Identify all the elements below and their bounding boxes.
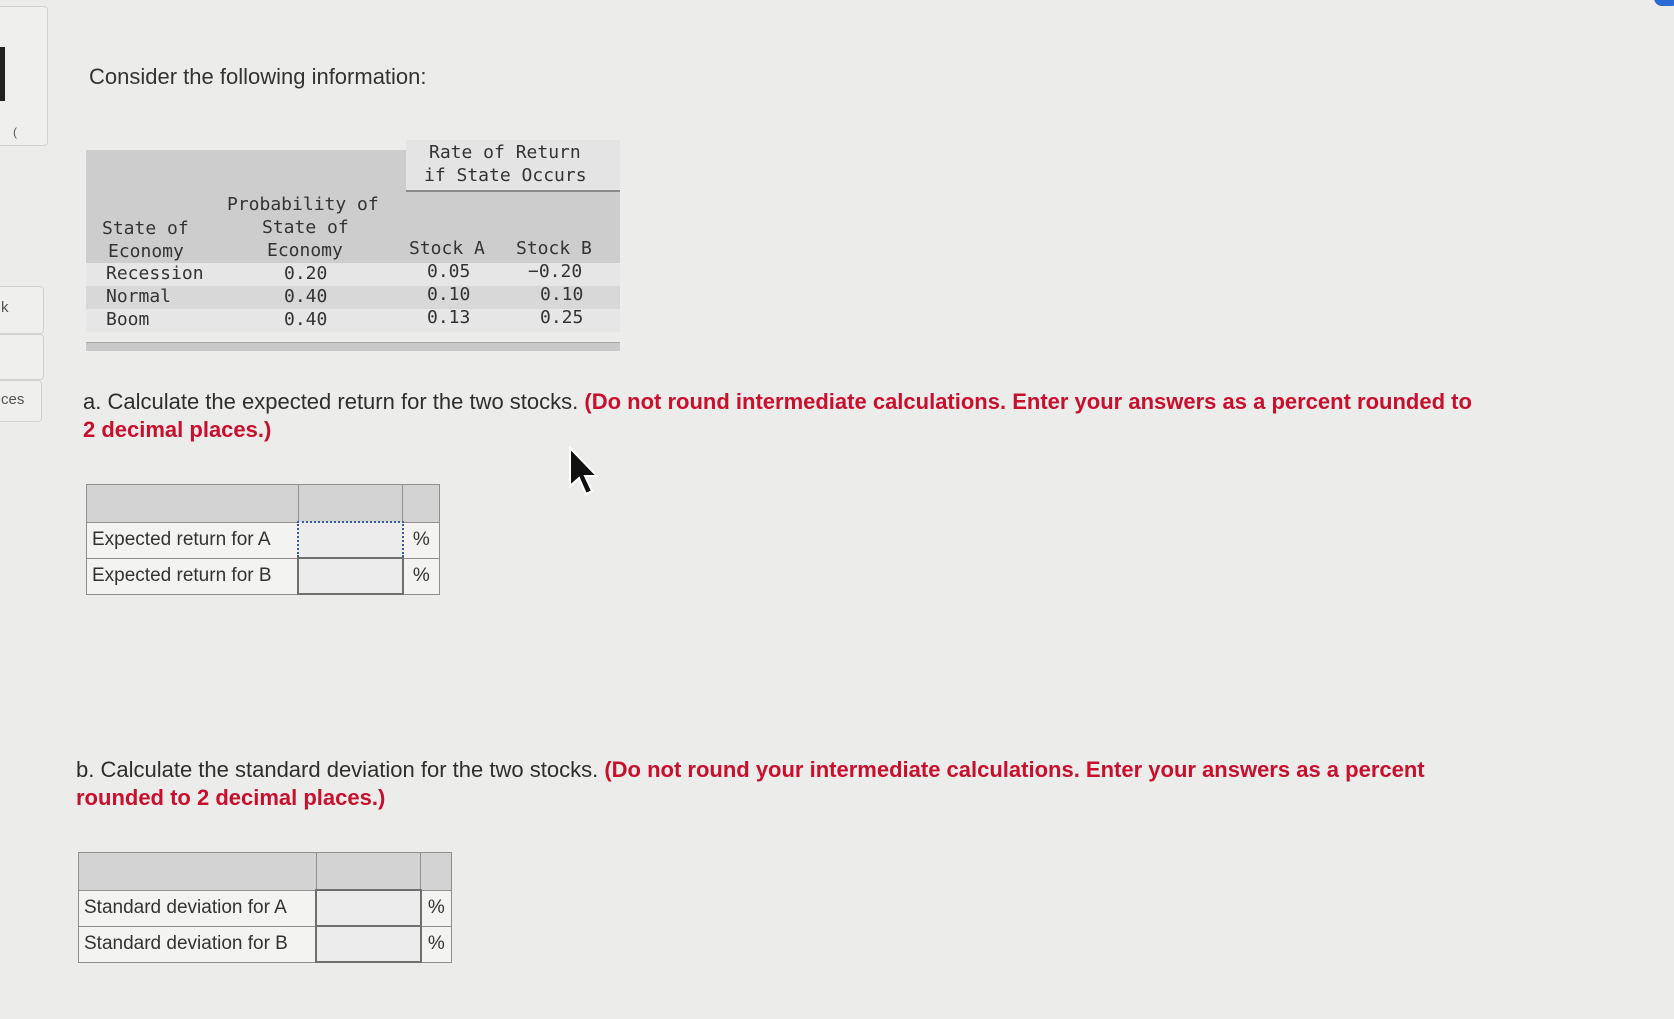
expected-return-b-input[interactable] <box>299 559 401 593</box>
answer-table-header <box>87 485 440 523</box>
answer-table-a <box>86 484 440 595</box>
table-cell: Recession <box>106 263 204 284</box>
std-dev-b-cell[interactable] <box>316 926 420 962</box>
answer-table-header <box>79 853 452 891</box>
column-header-line: Economy <box>108 241 184 262</box>
expected-return-a-input[interactable] <box>299 523 401 557</box>
header-cell <box>316 853 420 891</box>
sidebar-item-label: ces <box>1 391 25 408</box>
progress-marker <box>0 47 5 101</box>
column-header-stock-a: Stock A <box>409 238 485 259</box>
std-dev-b-input[interactable] <box>317 927 419 961</box>
table-cell: −0.20 <box>528 261 583 282</box>
header-cell <box>403 485 440 523</box>
percent-unit: % <box>421 926 452 962</box>
question-part-b <box>76 756 1476 812</box>
group-header-line: Rate of Return <box>429 142 581 163</box>
table-cell: Normal <box>106 286 172 307</box>
sidebar-item-label: k <box>1 299 9 316</box>
sidebar-glyph: ( <box>13 125 17 139</box>
table-row <box>87 522 440 558</box>
column-header-line: State of <box>262 217 349 238</box>
group-header-line: if State Occurs <box>424 165 587 186</box>
corner-accent <box>1654 0 1674 6</box>
percent-unit: % <box>421 890 452 926</box>
table-cell: Boom <box>106 309 150 330</box>
percent-unit: % <box>403 522 440 558</box>
sidebar-item-k[interactable] <box>0 286 44 334</box>
table-row <box>79 926 452 962</box>
header-cell <box>79 853 317 891</box>
table-cell: 0.25 <box>540 307 584 328</box>
table-cell: 0.10 <box>427 284 471 305</box>
table-cell: 0.20 <box>284 263 328 284</box>
answer-table-b <box>78 852 452 963</box>
row-label: Standard deviation for B <box>79 926 317 962</box>
sidebar-item-blank[interactable] <box>0 334 44 380</box>
part-a-lead: a. Calculate the expected return for the two stocks. <box>83 389 579 414</box>
part-a-instruction: (Do not round intermediate calculations. Enter your answers as a percent rounded to 2 decimal places.) <box>83 389 1472 442</box>
column-header-line: Economy <box>267 240 343 261</box>
header-cell <box>421 853 452 891</box>
table-cell: 0.10 <box>540 284 584 305</box>
std-dev-a-cell[interactable] <box>316 890 420 926</box>
column-header-line: State of <box>102 218 189 239</box>
row-label: Expected return for B <box>87 558 299 594</box>
part-b-lead: b. Calculate the standard deviation for the two stocks. <box>76 757 599 782</box>
column-header-line: Probability of <box>227 194 379 215</box>
question-part-a <box>83 388 1483 444</box>
expected-return-b-cell[interactable] <box>298 558 402 594</box>
table-cell: 0.40 <box>284 309 328 330</box>
row-label: Expected return for A <box>87 522 299 558</box>
table-cell: 0.05 <box>427 261 471 282</box>
expected-return-a-cell[interactable] <box>298 522 402 558</box>
percent-unit: % <box>403 558 440 594</box>
returns-table <box>86 140 620 352</box>
sidebar-panel-top <box>0 6 48 146</box>
std-dev-a-input[interactable] <box>317 891 419 925</box>
sidebar-item-references[interactable] <box>0 380 42 422</box>
table-footer-bar <box>86 342 620 351</box>
row-label: Standard deviation for A <box>79 890 317 926</box>
table-row <box>79 890 452 926</box>
column-header-stock-b: Stock B <box>516 238 592 259</box>
question-intro: Consider the following information: <box>89 64 427 89</box>
header-cell <box>298 485 402 523</box>
table-cell: 0.40 <box>284 286 328 307</box>
part-b-instruction: (Do not round your intermediate calculations. Enter your answers as a percent rounded to 2 decimal places.) <box>76 757 1425 810</box>
table-row <box>87 558 440 594</box>
header-cell <box>87 485 299 523</box>
mouse-pointer-icon <box>567 446 601 500</box>
table-cell: 0.13 <box>427 307 471 328</box>
